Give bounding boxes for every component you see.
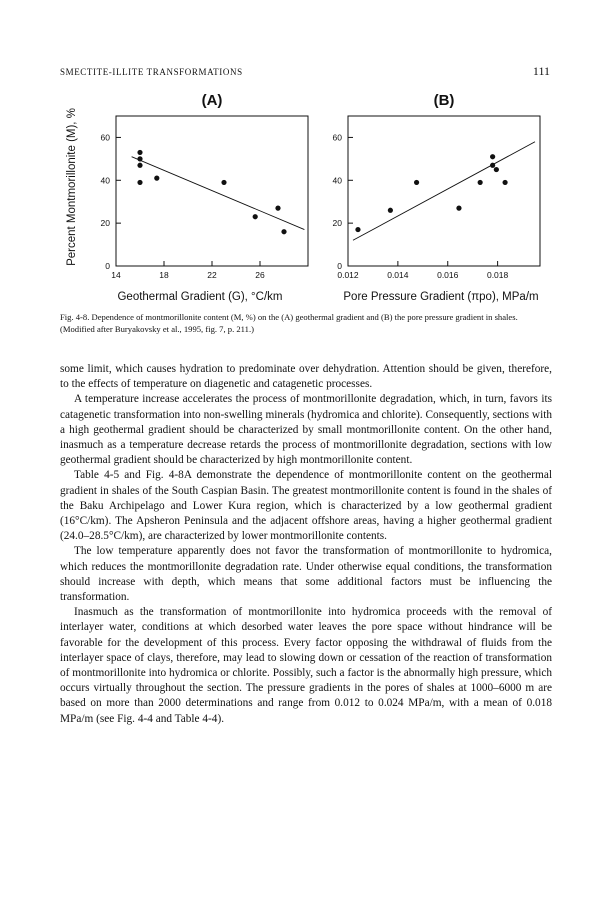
running-head	[60, 64, 550, 78]
panel-a-x-tick-label: 18	[159, 270, 169, 280]
panel-b-data-point	[490, 163, 495, 168]
panel-b-data-point	[456, 206, 461, 211]
body-paragraph: Table 4-5 and Fig. 4-8A demonstrate the dependence of montmorillonite content on the geothermal gradient in shales of the South Caspian Basin. The greatest montmorillonite content is found in the shales of the Baku Archipelago and Lower Kura region, which is characterized by a low geothermal gradient (16°C/km). The Apsheron Peninsula and the adjacent offshore areas, having a higher geothermal gradient (24.0–28.5°C/km), are characterized by lower montmorillonite contents.	[60, 469, 552, 543]
panel-a-data-point	[253, 214, 258, 219]
panel-a-x-tick-label: 14	[111, 270, 121, 280]
panel-b-data-point	[355, 227, 360, 232]
panel-a-data-point	[137, 180, 142, 185]
panel-b-x-tick-label: 0.012	[337, 270, 359, 280]
panel-a-data-point	[137, 156, 142, 161]
panel-a-x-tick-label: 22	[207, 270, 217, 280]
panel-b-plot	[333, 116, 540, 280]
panel-a-data-point	[137, 150, 142, 155]
body-paragraph: The low temperature apparently does not favor the transformation of montmorillonite to hydromica, which reduces the montmorillonite degradation rate. Under otherwise equal conditions, the transformation should increase with depth, which means that some additional factors must be influencing the transformation.	[60, 545, 552, 604]
panel-b-data-point	[502, 180, 507, 185]
panel-b-x-tick-label: 0.014	[387, 270, 409, 280]
body-text	[60, 362, 552, 727]
panel-a-y-tick-label: 60	[100, 132, 110, 143]
body-paragraph: some limit, which causes hydration to predominate over dehydration. Attention should be given, therefore, to the effects of temperature on diagenetic and catagenetic processes.	[60, 363, 552, 391]
panel-a-y-tick-label: 20	[100, 218, 110, 229]
panel-a-trend-line	[132, 157, 305, 230]
panel-b-label: (B)	[433, 92, 455, 109]
panel-a-y-tick-label: 0	[105, 261, 110, 271]
panel-b-x-axis-title: Pore Pressure Gradient (πpo), MPa/m	[343, 291, 539, 303]
panel-b-x-tick-label: 0.018	[486, 270, 509, 280]
panel-a-data-point	[154, 176, 159, 181]
panel-a-data-point	[281, 229, 286, 234]
panel-a-data-point	[221, 180, 226, 185]
figure-svg	[40, 82, 580, 312]
panel-b-data-point	[478, 180, 483, 185]
panel-b-trend-line	[353, 142, 535, 241]
body-paragraph: Inasmuch as the transformation of montmorillonite into hydromica proceeds with the removal of interlayer water, conditions at which desorbed water leaves the pore space without hindrance will be favorable for the development of this process. Every factor opposing the withdrawal of fluids from the interlayer space of clays, therefore, may lead to slowing down or cessation of the reaction of transformation of montmorillonite into hydromica or chlorite. Possibly, such a factor is the abnormally high pressure, which occurs virtually throughout the section. The pressure gradients in the pores of shales at 1000–6000 m are based on more than 2000 determinations and range from 0.012 to 0.024 MPa/m, with a mean of 0.018 MPa/m (see Fig. 4-4 and Table 4-4).	[60, 606, 552, 725]
panel-a-y-tick-label: 40	[100, 175, 110, 186]
body-paragraph: A temperature increase accelerates the process of montmorillonite degradation, which, in turn, favors its catagenetic transformation into non-swelling minerals (hydromica and chlorite). Consequently, sections with a high geothermal gradient should be characterized by small montmorillonite content. On the other hand, inasmuch as a temperature decrease retards the process of montmorillonite degradation, sections with low geothermal gradient should be characterized by high montmorillonite content.	[60, 393, 552, 467]
panel-a-label: (A)	[201, 92, 223, 109]
panel-a-data-point	[137, 163, 142, 168]
shared-y-axis-title: Percent Montmorillonite (M), %	[66, 108, 78, 266]
panel-b-x-tick-label: 0.016	[437, 270, 459, 280]
figure-caption: Fig. 4-8. Dependence of montmorillonite content (M, %) on the (A) geothermal gradient and (B) the pore pressure gradient in shales. (Modified after Buryakovsky et al., 1995, fig. 7, p. 211.)	[60, 312, 518, 334]
panel-b-y-tick-label: 60	[332, 132, 342, 143]
panel-b-data-point	[494, 167, 499, 172]
panel-b-y-tick-label: 20	[332, 218, 342, 229]
panel-a-x-tick-label: 26	[255, 270, 265, 280]
panel-a-x-axis-title: Geothermal Gradient (G), °C/km	[117, 291, 283, 303]
panel-a-plot	[101, 116, 308, 280]
panel-b-y-tick-label: 40	[332, 175, 342, 186]
panel-b-data-point	[490, 154, 495, 159]
panel-a-data-point	[275, 206, 280, 211]
running-title: SMECTITE-ILLITE TRANSFORMATIONS	[60, 67, 243, 77]
panel-b-y-tick-label: 0	[337, 261, 342, 271]
figure-4-8	[40, 82, 580, 312]
panel-b-data-point	[414, 180, 419, 185]
page-number: 111	[532, 64, 550, 78]
panel-b-data-point	[388, 208, 393, 213]
